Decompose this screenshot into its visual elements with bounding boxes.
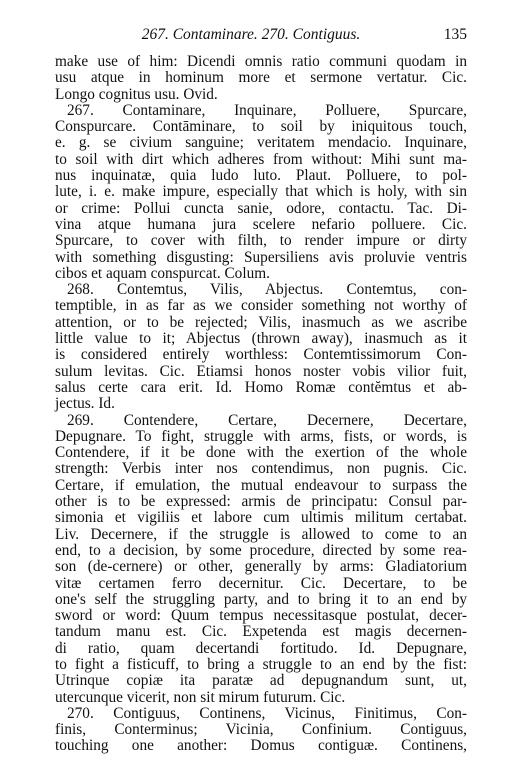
text-line: Utrinque copiæ ita paratæ ad depugnandum sunt, ut, bbox=[55, 672, 467, 690]
text-line: sulum levitas. Cic. Etiamsi honos noster vobis vilior fuit, bbox=[55, 362, 467, 380]
text-line: Certare, if emulation, the mutual endeavour to surpass the bbox=[55, 476, 467, 494]
text-line: to soil with dirt which adheres from without: Mihi sunt ma- bbox=[55, 150, 467, 168]
text-line: nus inquinatæ, quia ludo luto. Plaut. Polluere, to pol- bbox=[55, 167, 467, 185]
text-line: temptible, in as far as we consider something not worthy of bbox=[55, 297, 467, 315]
text-line: 268. Contemtus, Vilis, Abjectus. Contemtus, con- bbox=[67, 281, 467, 299]
page-header bbox=[55, 26, 467, 48]
text-line: with something disgusting: Supersiliens avis proluvie ventris bbox=[55, 248, 467, 266]
text-line: other is to be expressed: armis de principatu: Consul par- bbox=[55, 493, 467, 511]
text-line: Depugnare. To fight, struggle with arms, fists, or words, is bbox=[55, 427, 467, 445]
text-line: 267. Contaminare, Inquinare, Polluere, Spurcare, bbox=[67, 101, 467, 119]
text-line: make use of him: Dicendi omnis ratio communi quodam in bbox=[55, 53, 467, 70]
text-line: is considered entirely worthless: Contemtissimorum Con- bbox=[55, 346, 467, 364]
text-line: vitæ certamen ferro decernitur. Cic. Decertare, to be bbox=[55, 574, 467, 592]
text-line: Liv. Decernere, if the struggle is allowed to come to an bbox=[55, 525, 467, 543]
text-line: usu atque in hominum more et sermone vertatur. Cic. bbox=[55, 69, 467, 87]
body-text bbox=[55, 54, 467, 755]
text-line: tandum manu est. Cic. Expetenda est magis decernen- bbox=[55, 623, 467, 641]
text-line: one's self the struggling party, and to bring it to an end by bbox=[55, 590, 467, 608]
text-line: cibos et aquam conspurcat. Colum. bbox=[55, 264, 270, 282]
running-head: 267. Contaminare. 270. Contiguus. bbox=[141, 26, 361, 43]
text-line: Contendere, if it be done with the exertion of the whole bbox=[55, 444, 467, 462]
text-line: salus certe cara erit. Id. Homo Romæ contĕmtus et ab- bbox=[55, 378, 467, 396]
text-line: jectus. Id. bbox=[55, 395, 115, 413]
text-line: lute, i. e. make impure, especially that which is holy, with sin bbox=[55, 183, 467, 201]
text-line: vina atque humana jura scelere nefario polluere. Cic. bbox=[55, 215, 467, 233]
text-line: little value to it; Abjectus (thrown away), inasmuch as it bbox=[55, 330, 467, 348]
text-line: Conspurcare. Contāminare, to soil by iniquitous touch, bbox=[55, 118, 467, 136]
text-line: son (de-cernere) or other, generally by arms: Gladiatorium bbox=[55, 558, 467, 576]
text-line: 269. Contendere, Certare, Decernere, Decertare, bbox=[67, 411, 467, 429]
text-line: sword or word: Quum tempus necessitasque postulat, decer- bbox=[55, 607, 467, 625]
text-line: end, to a decision, by some procedure, directed by some rea- bbox=[55, 541, 467, 559]
text-line: finis, Conterminus; Vicinia, Confinium. Contiguus, bbox=[55, 721, 467, 739]
text-line: Spurcare, to cover with filth, to render impure or dirty bbox=[55, 232, 467, 250]
text-line: to fight a fisticuff, to bring a struggle to an end by the fist: bbox=[55, 655, 467, 673]
text-line: 270. Contiguus, Continens, Vicinus, Finitimus, Con- bbox=[67, 704, 467, 722]
text-line: or crime: Pollui cuncta sanie, odore, contactu. Tac. Di- bbox=[55, 199, 467, 217]
text-line: e. g. se civium sanguine; veritatem mendacio. Inquinare, bbox=[55, 134, 467, 152]
text-line: touching one another: Domus contiguæ. Continens, bbox=[55, 737, 467, 755]
text-line: di ratio, quam decertandi fortitudo. Id. Depugnare, bbox=[55, 639, 467, 657]
text-line: Longo cognitus usu. Ovid. bbox=[55, 85, 218, 103]
text-line: simonia et vigiliis et labore cum ultimis militum certabat. bbox=[55, 509, 467, 527]
text-line: strength: Verbis inter nos contendimus, non pugnis. Cic. bbox=[55, 460, 467, 478]
text-line: utercunque vicerit, non sit mirum futurum. Cic. bbox=[55, 688, 346, 706]
page-number: 135 bbox=[443, 26, 467, 43]
text-line: attention, or to be rejected; Vilis, inasmuch as we ascribe bbox=[55, 313, 467, 331]
